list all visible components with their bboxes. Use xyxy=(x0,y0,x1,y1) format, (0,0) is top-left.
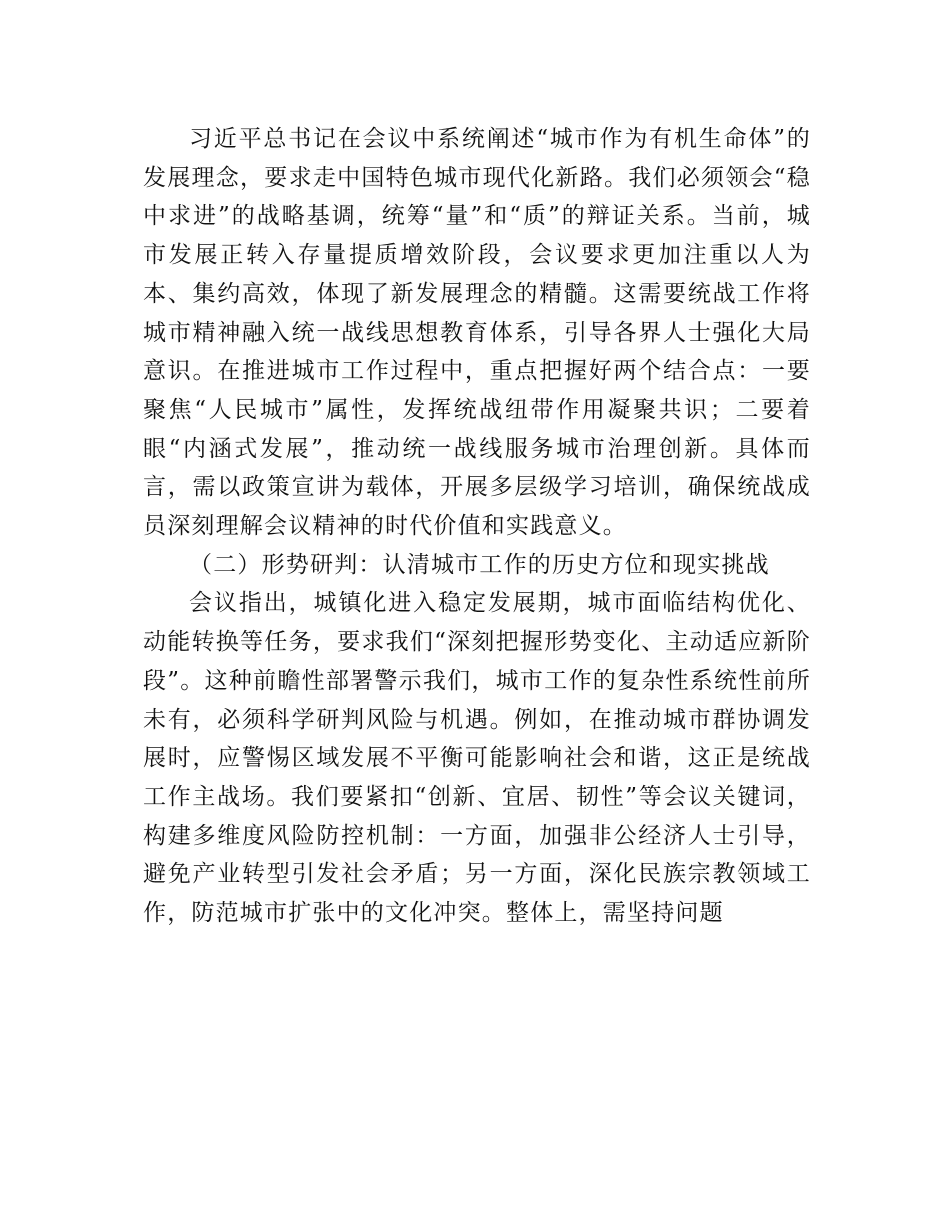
section-heading: （二）形势研判：认清城市工作的历史方位和现实挑战 xyxy=(189,551,770,578)
body-paragraph-2: 会议指出，城镇化进入稳定发展期，城市面临结构优化、动能转换等任务，要求我们“深刻把握形势变化、主动适应新阶段”。这种前瞻性部署警示我们，城市工作的复杂性系统性前所未有，必须科学研判风险与机遇。例如，在推动城市群协调发展时，应警惕区域发展不平衡可能影响社会和谐，这正是统战工作主战场。我们要紧扣“创新、宜居、韧性”等会议关键词，构建多维度风险防控机制：一方面，加强非公经济人士引导，避免产业转型引发社会矛盾；另一方面，深化民族宗教领域工作，防范城市扩张中的文化冲突。整体上，需坚持问题 xyxy=(143,590,811,927)
body-paragraph-1: 习近平总书记在会议中系统阐述“城市作为有机生命体”的发展理念，要求走中国特色城市现代化新路。我们必须领会“稳中求进”的战略基调，统筹“量”和“质”的辩证关系。当前，城市发展正转入存量提质增效阶段，会议要求更加注重以人为本、集约高效，体现了新发展理念的精髓。这需要统战工作将城市精神融入统一战线思想教育体系，引导各界人士强化大局意识。在推进城市工作过程中，重点把握好两个结合点：一要聚焦“人民城市”属性，发挥统战纽带作用凝聚共识；二要着眼“内涵式发展”，推动统一战线服务城市治理创新。具体而言，需以政策宣讲为载体，开展多层级学习培训，确保统战成员深刻理解会议精神的时代价值和实践意义。 xyxy=(143,126,811,540)
document-page xyxy=(143,120,811,933)
